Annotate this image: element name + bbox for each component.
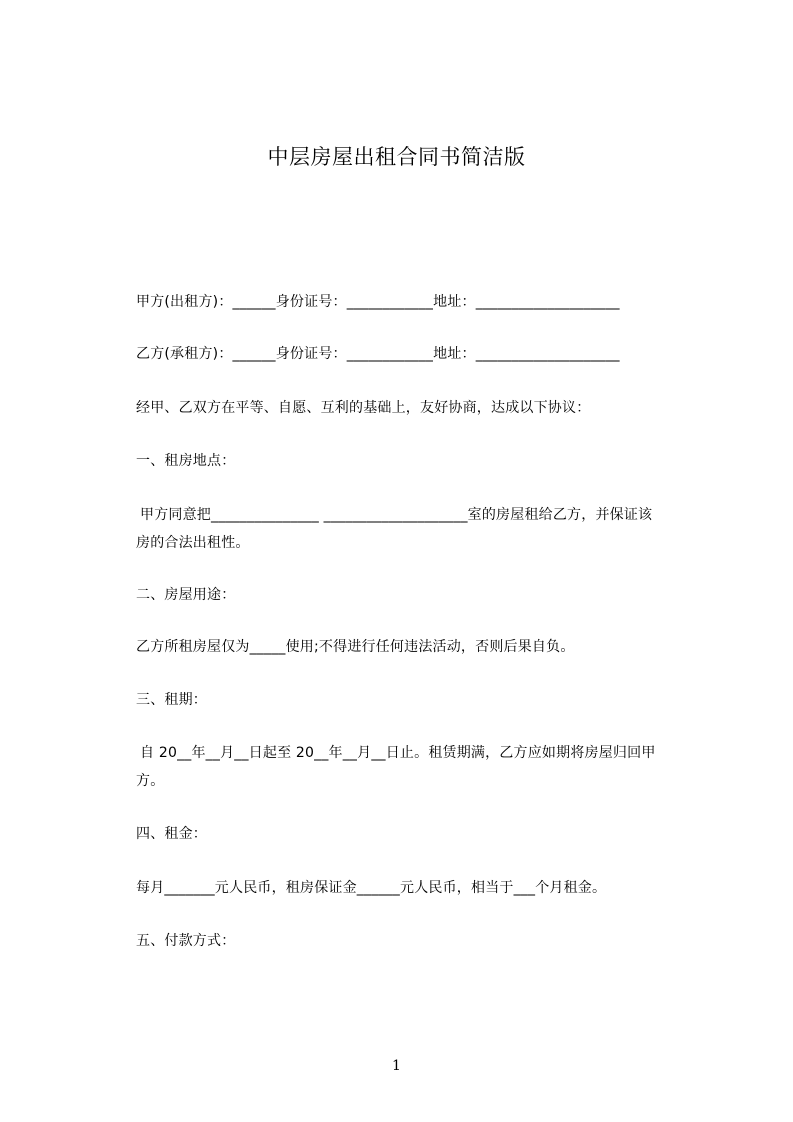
document-title: 中层房屋出租合同书简洁版 — [267, 145, 526, 169]
section-4-heading: 四、租金： — [136, 826, 207, 842]
section-4-body: 每月_______元人民币，租房保证金______元人民币，相当于___个月租金。 — [136, 880, 607, 896]
section-3-body-line-1: 自 20__年__月__日起至 20__年__月__日止。租赁期满，乙方应如期将房屋归回甲 — [140, 745, 656, 761]
page-number: 1 — [392, 1058, 401, 1074]
section-2-heading: 二、房屋用途： — [136, 587, 236, 603]
section-3-heading: 三、租期： — [136, 692, 207, 708]
section-1-body-line-1: 甲方同意把_______________ ____________________室的房屋租给乙方，并保证该 — [140, 507, 653, 523]
party-b-line: 乙方(承租方)：______身份证号：____________地址：____________________ — [136, 346, 620, 362]
section-5-heading: 五、付款方式： — [136, 933, 236, 949]
section-3-body-line-2: 方。 — [136, 773, 165, 789]
party-a-line: 甲方(出租方)：______身份证号：____________地址：____________________ — [136, 294, 620, 310]
section-1-body-line-2: 房的合法出租性。 — [136, 535, 250, 551]
section-1-heading: 一、租房地点： — [136, 453, 236, 469]
section-2-body: 乙方所租房屋仅为_____使用;不得进行任何违法活动，否则后果自负。 — [136, 639, 575, 655]
preamble-text: 经甲、乙双方在平等、自愿、互利的基础上，友好协商，达成以下协议： — [136, 400, 591, 416]
